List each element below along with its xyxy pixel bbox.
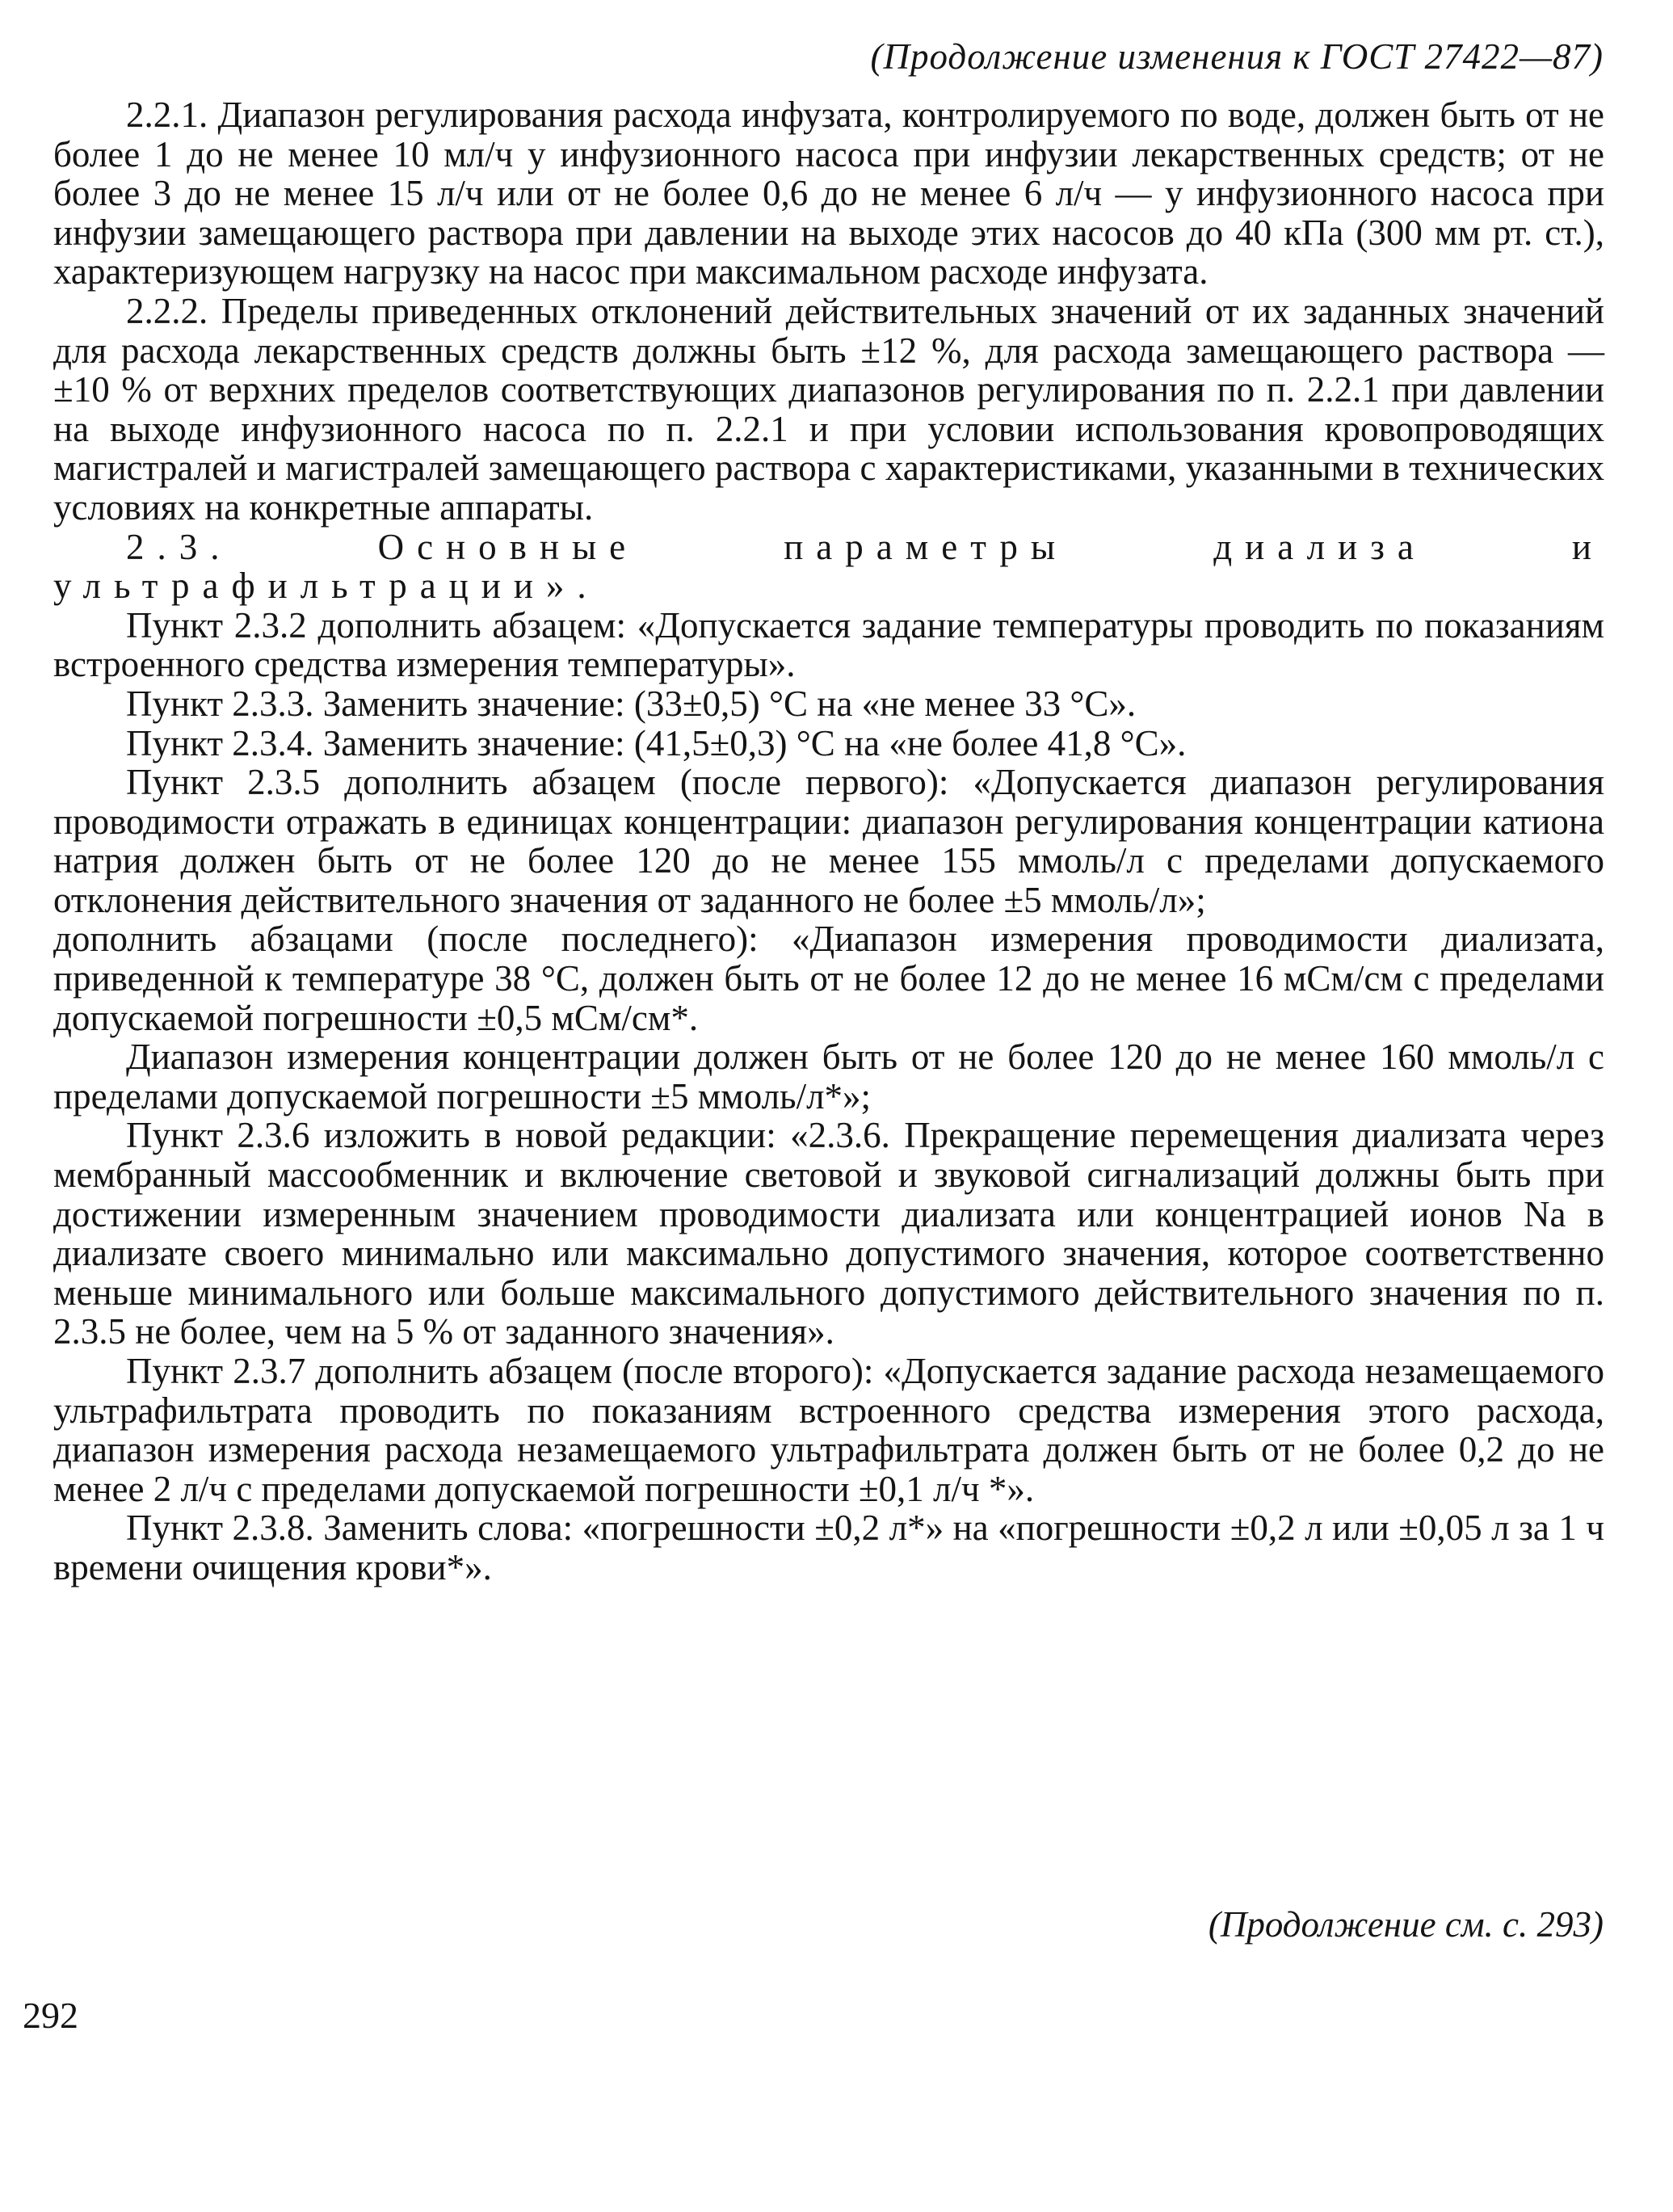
paragraph-2-3-3: Пункт 2.3.3. Заменить значение: (33±0,5) °C на «не менее 33 °C». [126, 683, 1137, 724]
paragraph-2-3-5-addition: дополнить абзацами (после последнего): «Диапазон измерения проводимости диализата, приведенной к температуре 38 °C, должен быть от не более 12 до не менее 16 мСм/см с пределами допускаемой погрешности ±0,5 мСм/см*. [53, 919, 1604, 1038]
paragraph-2-3-5: Пункт 2.3.5 дополнить абзацем (после первого): «Допускается диапазон регулирования проводимости отражать в единицах концентрации: диапазон регулирования концентрации катиона натрия должен быть от не более 120 до не менее 155 ммоль/л с пределами допускаемого отклонения действительного значения от заданного не более ±5 ммоль/л»; [53, 762, 1604, 920]
continuation-note: (Продолжение см. с. 293) [1208, 1904, 1604, 1945]
paragraph-2-3-5-concentration: Диапазон измерения концентрации должен быть от не более 120 до не менее 160 ммоль/л с пределами допускаемой погрешности ±5 ммоль/л*»; [53, 1037, 1604, 1117]
paragraph-2-3-4: Пункт 2.3.4. Заменить значение: (41,5±0,3) °C на «не более 41,8 °C». [126, 722, 1187, 763]
paragraph-2-3-7: Пункт 2.3.7 дополнить абзацем (после второго): «Допускается задание расхода незамещаемого ультрафильтрата проводить по показаниям встроенного средства измерения этого расхода, диапазон измерения расхода незамещаемого ультрафильтрата должен быть от не более 0,2 до не менее 2 л/ч с пределами допускаемой погрешности ±0,1 л/ч *». [53, 1351, 1604, 1509]
section-heading-2-3: 2.3. Основные параметры диализа и ультрафильтрации». [53, 526, 1604, 607]
paragraph-2-2-2: 2.2.2. Пределы приведенных отклонений действительных значений от их заданных значений для расхода лекарственных средств должны быть ±12 %, для расхода замещающего раствора — ±10 % от верхних пределов соответствующих диапазонов регулирования по п. 2.2.1 при давлении на выходе инфузионного насоса по п. 2.2.1 и при условии использования кровопроводящих магистралей и магистралей замещающего раствора с характеристиками, указанными в технических условиях на конкретные аппараты. [53, 290, 1604, 528]
paragraph-2-3-2: Пункт 2.3.2 дополнить абзацем: «Допускается задание температуры проводить по показаниям встроенного средства измерения температуры». [53, 604, 1604, 685]
paragraph-2-3-6: Пункт 2.3.6 изложить в новой редакции: «2.3.6. Прекращение перемещения диализата через мембранный массообменник и включение световой и звуковой сигнализаций должны быть при достижении измеренным значением проводимости диализата или концентрацией ионов Na в диализате своего минимально или максимально допустимого значения, которое соответственно меньше минимального или больше максимального допустимого действительного значения по п. 2.3.5 не более, чем на 5 % от заданного значения». [53, 1115, 1604, 1352]
document-body [53, 95, 1604, 1588]
paragraph-2-2-1: 2.2.1. Диапазон регулирования расхода инфузата, контролируемого по воде, должен быть от не более 1 до не менее 10 мл/ч у инфузионного насоса при инфузии лекарственных средств; от не более 3 до не менее 15 л/ч или от не более 0,6 до не менее 6 л/ч — у инфузионного насоса при инфузии замещающего раствора при давлении на выходе этих насосов до 40 кПа (300 мм рт. ст.), характеризующем нагрузку на насос при максимальном расходе инфузата. [53, 95, 1604, 292]
page-number: 292 [23, 1995, 78, 2036]
running-header: (Продолжение изменения к ГОСТ 27422—87) [870, 36, 1604, 77]
paragraph-2-3-8: Пункт 2.3.8. Заменить слова: «погрешности ±0,2 л*» на «погрешности ±0,2 л или ±0,05 л за 1 ч времени очищения крови*». [53, 1508, 1604, 1588]
